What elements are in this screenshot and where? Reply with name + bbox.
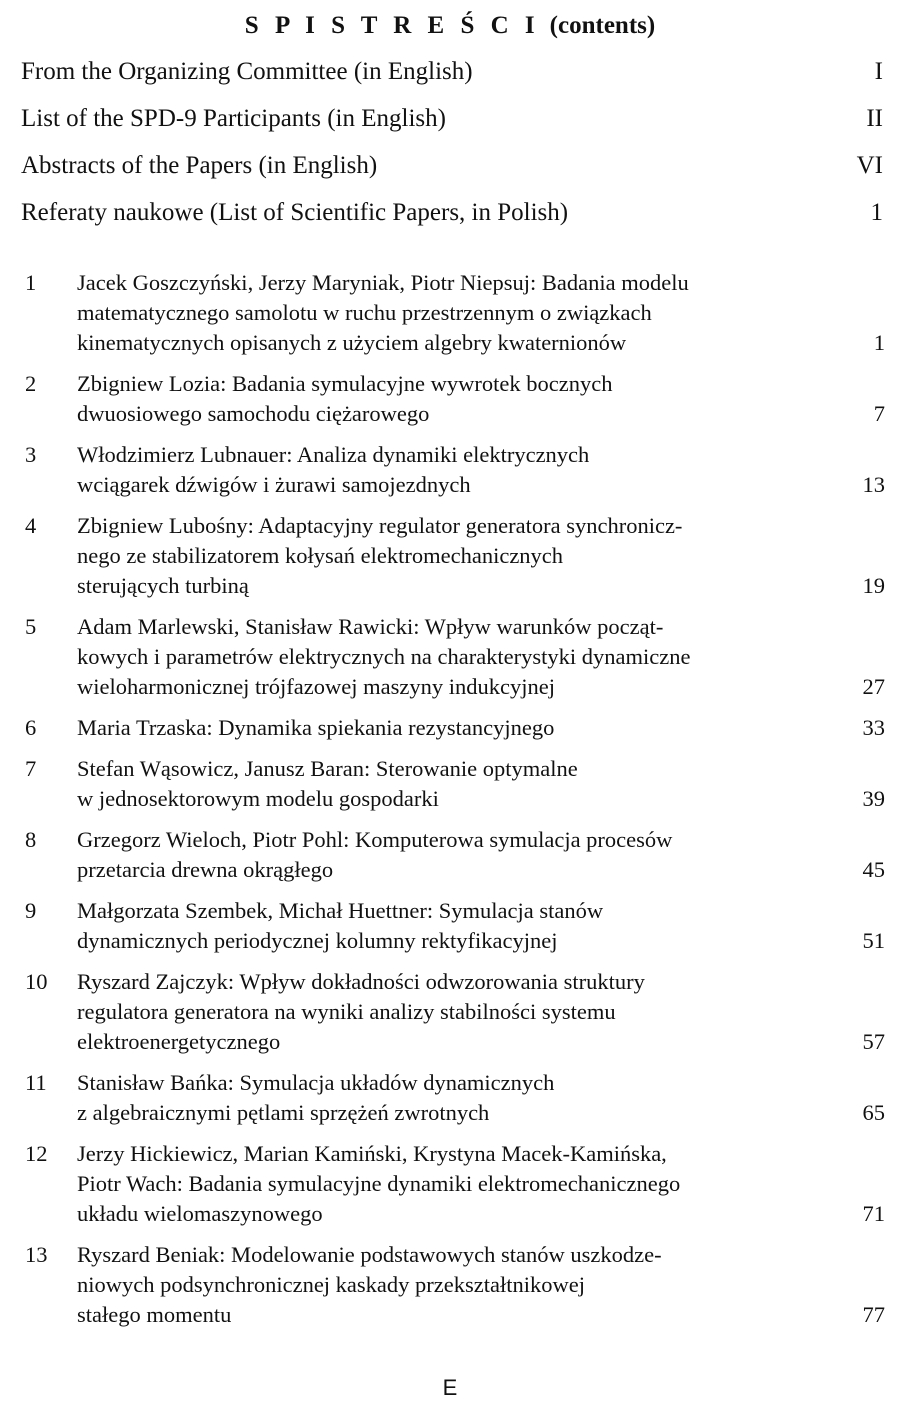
paper-title-line: Ryszard Beniak: Modelowanie podstawowych stanów uszkodze- bbox=[77, 1242, 662, 1267]
paper-title bbox=[77, 1139, 825, 1229]
title-subtitle: (contents) bbox=[549, 12, 656, 39]
front-matter-entry bbox=[21, 199, 885, 246]
paper-number: 13 bbox=[25, 1242, 48, 1267]
front-matter-page: I bbox=[874, 58, 883, 85]
paper-title-line: elektroenergetycznego bbox=[77, 1029, 281, 1054]
paper-title-line: Zbigniew Lubośny: Adaptacyjny regulator generatora synchronicz- bbox=[77, 513, 683, 538]
paper-title-line: kowych i parametrów elektrycznych na charakterystyki dynamiczne bbox=[77, 644, 691, 669]
paper-title bbox=[77, 896, 825, 956]
paper-title-line: kinematycznych opisanych z użyciem algebry kwaternionów bbox=[77, 330, 627, 355]
paper-title bbox=[77, 1068, 825, 1128]
paper-title bbox=[77, 825, 825, 885]
paper-title-line: Jerzy Hickiewicz, Marian Kamiński, Krystyna Macek-Kamińska, bbox=[77, 1141, 667, 1166]
paper-title-line: dynamicznych periodycznej kolumny rektyfikacyjnej bbox=[77, 928, 558, 953]
paper-page-number: 71 bbox=[862, 1201, 885, 1226]
front-matter-label: List of the SPD-9 Participants (in English) bbox=[21, 105, 446, 132]
paper-entry bbox=[22, 1068, 885, 1128]
paper-number: 4 bbox=[25, 513, 37, 538]
front-matter-page: VI bbox=[856, 152, 883, 179]
paper-entry bbox=[22, 1240, 885, 1330]
paper-entry bbox=[22, 754, 885, 814]
paper-number: 8 bbox=[25, 827, 37, 852]
page-footer-mark: E bbox=[442, 1375, 458, 1400]
paper-title-line: z algebraicznymi pętlami sprzężeń zwrotnych bbox=[77, 1100, 490, 1125]
paper-entry bbox=[22, 612, 885, 702]
paper-title-line: Stanisław Bańka: Symulacja układów dynamicznych bbox=[77, 1070, 555, 1095]
paper-title bbox=[77, 612, 825, 702]
paper-number: 5 bbox=[25, 614, 37, 639]
paper-number: 1 bbox=[25, 270, 37, 295]
front-matter-list bbox=[21, 58, 885, 246]
paper-title bbox=[77, 369, 825, 429]
paper-title bbox=[77, 268, 825, 358]
paper-title-line: Ryszard Zajczyk: Wpływ dokładności odwzorowania struktury bbox=[77, 969, 645, 994]
paper-title-line: dwuosiowego samochodu ciężarowego bbox=[77, 401, 430, 426]
paper-entry bbox=[22, 511, 885, 601]
paper-title-line: wieloharmonicznej trójfazowej maszyny indukcyjnej bbox=[77, 674, 555, 699]
page-title bbox=[0, 12, 900, 40]
paper-page-number: 45 bbox=[862, 857, 885, 882]
paper-title-line: Adam Marlewski, Stanisław Rawicki: Wpływ warunków począt- bbox=[77, 614, 664, 639]
paper-page-number: 7 bbox=[873, 401, 885, 426]
paper-title-line: w jednosektorowym modelu gospodarki bbox=[77, 786, 439, 811]
paper-page-number: 77 bbox=[862, 1302, 885, 1327]
paper-title bbox=[77, 1240, 825, 1330]
paper-title-line: sterujących turbiną bbox=[77, 573, 249, 598]
paper-title-line: Małgorzata Szembek, Michał Huettner: Symulacja stanów bbox=[77, 898, 604, 923]
paper-title-line: niowych podsynchronicznej kaskady przekształtnikowej bbox=[77, 1272, 585, 1297]
paper-title bbox=[77, 440, 825, 500]
paper-page-number: 57 bbox=[862, 1029, 885, 1054]
paper-title-line: układu wielomaszynowego bbox=[77, 1201, 323, 1226]
front-matter-entry bbox=[21, 58, 885, 105]
paper-entry bbox=[22, 713, 885, 743]
paper-title-line: nego ze stabilizatorem kołysań elektromechanicznych bbox=[77, 543, 564, 568]
paper-page-number: 33 bbox=[862, 715, 885, 740]
paper-page-number: 65 bbox=[862, 1100, 885, 1125]
paper-number: 7 bbox=[25, 756, 37, 781]
paper-entry bbox=[22, 440, 885, 500]
paper-entry bbox=[22, 268, 885, 358]
paper-page-number: 27 bbox=[862, 674, 885, 699]
front-matter-page: II bbox=[866, 105, 883, 132]
front-matter-entry bbox=[21, 105, 885, 152]
paper-entry bbox=[22, 967, 885, 1057]
paper-title-line: Grzegorz Wieloch, Piotr Pohl: Komputerowa symulacja procesów bbox=[77, 827, 673, 852]
paper-page-number: 1 bbox=[873, 330, 885, 355]
paper-page-number: 51 bbox=[862, 928, 885, 953]
paper-title-line: Piotr Wach: Badania symulacyjne dynamiki elektromechanicznego bbox=[77, 1171, 681, 1196]
paper-title-line: przetarcia drewna okrągłego bbox=[77, 857, 334, 882]
paper-entry bbox=[22, 1139, 885, 1229]
paper-entry bbox=[22, 896, 885, 956]
paper-title-line: matematycznego samolotu w ruchu przestrzennym o związkach bbox=[77, 300, 652, 325]
paper-number: 6 bbox=[25, 715, 37, 740]
paper-title-line: regulatora generatora na wyniki analizy stabilności systemu bbox=[77, 999, 616, 1024]
paper-title bbox=[77, 511, 825, 601]
paper-title-line: Włodzimierz Lubnauer: Analiza dynamiki elektrycznych bbox=[77, 442, 590, 467]
paper-page-number: 39 bbox=[862, 786, 885, 811]
paper-title bbox=[77, 967, 825, 1057]
paper-entry bbox=[22, 825, 885, 885]
paper-number: 2 bbox=[25, 371, 37, 396]
paper-title bbox=[77, 713, 825, 743]
front-matter-entry bbox=[21, 152, 885, 199]
paper-page-number: 13 bbox=[862, 472, 885, 497]
paper-entry bbox=[22, 369, 885, 429]
paper-title-line: Jacek Goszczyński, Jerzy Maryniak, Piotr Niepsuj: Badania modelu bbox=[77, 270, 689, 295]
paper-title-line: wciągarek dźwigów i żurawi samojezdnych bbox=[77, 472, 471, 497]
front-matter-label: From the Organizing Committee (in English) bbox=[21, 58, 473, 85]
paper-page-number: 19 bbox=[862, 573, 885, 598]
paper-number: 3 bbox=[25, 442, 37, 467]
paper-number: 9 bbox=[25, 898, 37, 923]
paper-title-line: Stefan Wąsowicz, Janusz Baran: Sterowanie optymalne bbox=[77, 756, 578, 781]
paper-title bbox=[77, 754, 825, 814]
paper-number: 11 bbox=[25, 1070, 47, 1095]
front-matter-page: 1 bbox=[870, 199, 883, 226]
papers-list bbox=[22, 268, 885, 1341]
paper-title-line: Maria Trzaska: Dynamika spiekania rezystancyjnego bbox=[77, 715, 555, 740]
paper-number: 10 bbox=[25, 969, 48, 994]
paper-number: 12 bbox=[25, 1141, 48, 1166]
title-main: S P I S T R E Ś C I bbox=[244, 12, 540, 39]
paper-title-line: stałego momentu bbox=[77, 1302, 232, 1327]
paper-title-line: Zbigniew Lozia: Badania symulacyjne wywrotek bocznych bbox=[77, 371, 613, 396]
front-matter-label: Abstracts of the Papers (in English) bbox=[21, 152, 378, 179]
front-matter-label: Referaty naukowe (List of Scientific Papers, in Polish) bbox=[21, 199, 569, 226]
